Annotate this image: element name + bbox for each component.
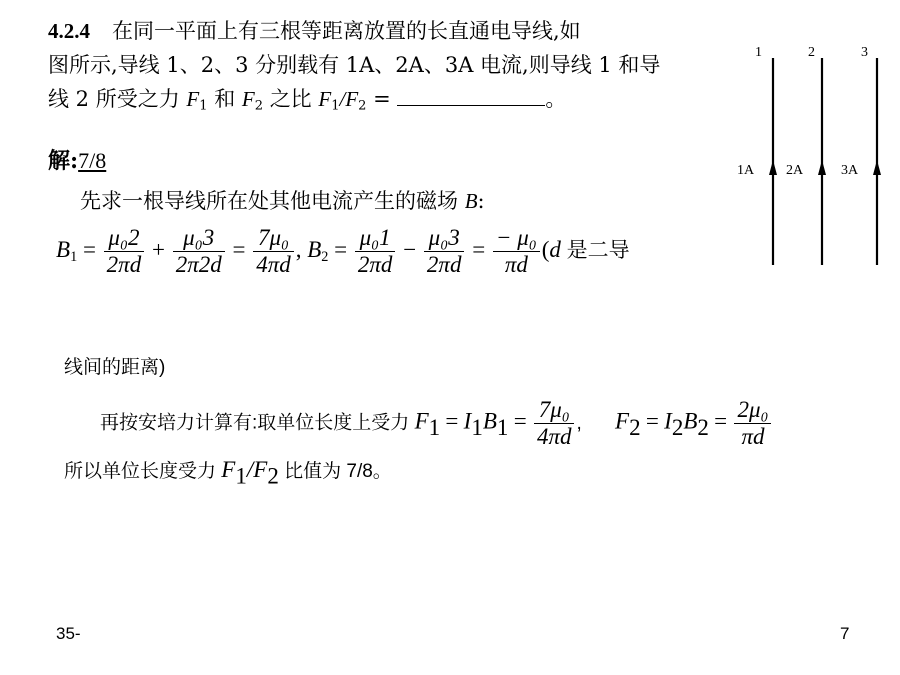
wire-label-3: 3 xyxy=(861,45,868,60)
wire-1 xyxy=(769,58,777,265)
wire-3 xyxy=(873,58,881,265)
wire-2 xyxy=(818,58,826,265)
current-arrow-2-icon xyxy=(818,160,826,175)
page-number: 7 xyxy=(840,624,850,643)
distance-note: 线间的距离) xyxy=(64,357,166,378)
answer-blank xyxy=(397,87,545,106)
current-label-1: 1A xyxy=(737,163,755,178)
wire-label-1: 1 xyxy=(755,45,762,60)
step-2: 再按安培力计算有:取单位长度上受力 $F_1 = I_1B_1$ = $\frac{\text{7μ₀}}{4\pi d}$ , $F_2 = I_2B_2$ = $\frac{\text{2μ₀}}{\pi d}$ xyxy=(100,398,773,449)
current-label-2: 2A xyxy=(786,163,804,178)
force-2-fraction: $\frac{\text{2μ₀}}{\pi d}$ xyxy=(734,398,771,449)
answer xyxy=(48,144,106,175)
problem-line-3: 线 2 所受之力 $F_1$ 和 $F_2$ 之比 $F_1/F_2$ = 。 xyxy=(48,87,567,114)
fraction-term-2: $\frac{\text{μ₀3}}{2\pi 2d}$ xyxy=(173,226,225,277)
magnetic-field-equation: $B_1$ = $\frac{\text{μ₀2}}{2\pi d}$ + $\frac{\text{μ₀3}}{2\pi 2d}$ = $\frac{\text{7μ₀}}{4\pi d}$ , $B_2$ = $\frac{\text{μ₀1}}{2\pi d}$ − $\frac{\text{μ₀3}}{2\pi d}$ = $\frac{\text{− μ₀}}{\pi d}$ (d 是二导 xyxy=(56,225,630,278)
wire-label-2: 2 xyxy=(808,45,815,60)
problem-number: 4.2.4 xyxy=(48,19,90,43)
fraction-term-1: $\frac{\text{μ₀2}}{2\pi d}$ xyxy=(104,226,145,277)
fraction-term-3: $\frac{\text{μ₀1}}{2\pi d}$ xyxy=(355,226,396,277)
fraction-term-4: $\frac{\text{μ₀3}}{2\pi d}$ xyxy=(424,226,465,277)
answer-label: 解: xyxy=(48,148,79,174)
step-1-text: 先求一根导线所在处其他电流产生的磁场 B: xyxy=(80,189,485,213)
problem-line-1: 4.2.4 在同一平面上有三根等距离放置的长直通电导线,如 xyxy=(48,19,581,43)
problem-line-2: 图所示,导线 1、2、3 分别载有 1A、2A、3A 电流,则导线 1 和导 xyxy=(48,53,661,77)
current-label-3: 3A xyxy=(841,163,859,178)
current-arrow-1-icon xyxy=(769,160,777,175)
footer-left: 35- xyxy=(56,624,81,643)
answer-value: 7/8 xyxy=(78,148,107,173)
fraction-result-2: $\frac{\text{− μ₀}}{\pi d}$ xyxy=(493,226,540,277)
conclusion: 所以单位长度受力 $F_1/F_2$ 比值为 7/8。 xyxy=(64,457,392,489)
three-wires-diagram xyxy=(730,40,890,270)
fraction-result-1: $\frac{\text{7μ₀}}{4\pi d}$ xyxy=(253,226,294,277)
current-arrow-3-icon xyxy=(873,160,881,175)
problem-statement xyxy=(48,14,660,116)
force-1-fraction: $\frac{\text{7μ₀}}{4\pi d}$ xyxy=(534,398,575,449)
